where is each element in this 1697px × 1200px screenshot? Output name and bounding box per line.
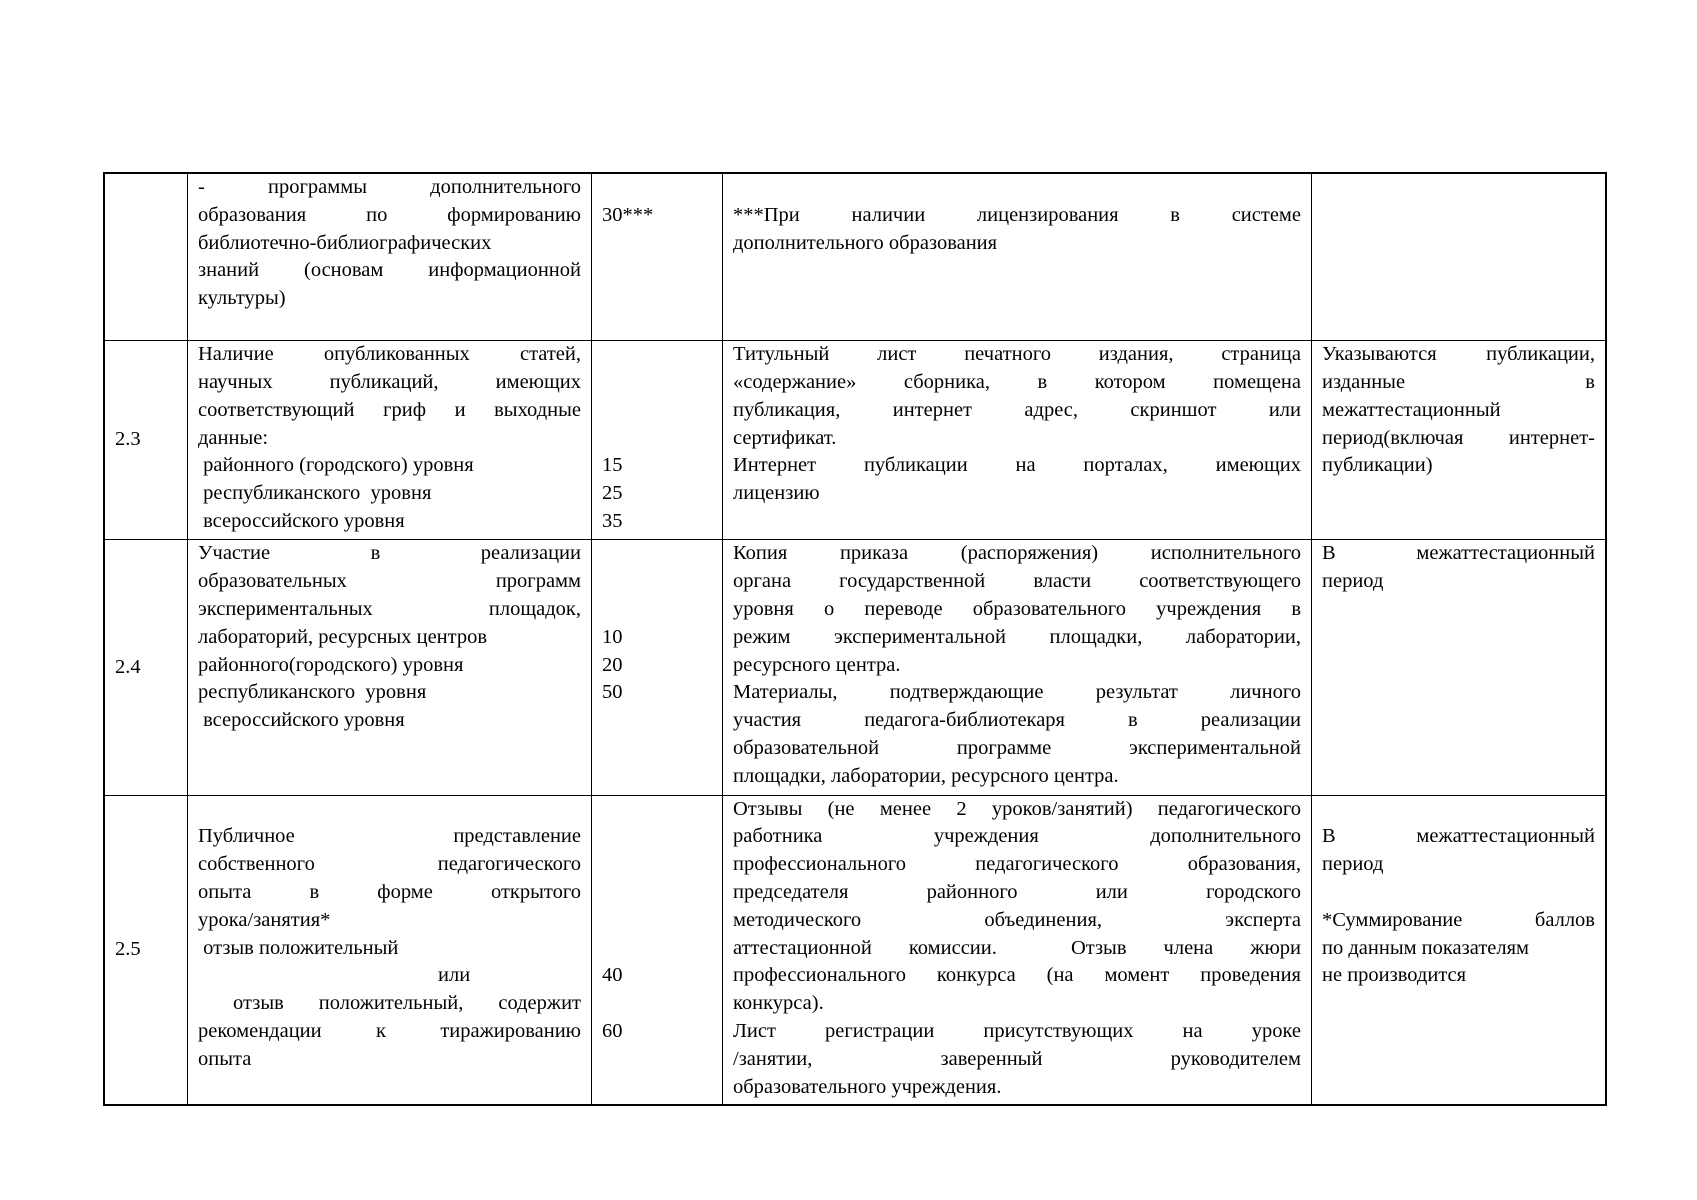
note-cell <box>1312 341 1607 540</box>
text-line: урока/занятия* <box>198 908 331 931</box>
points-value <box>602 990 712 1018</box>
text-line: уровня о переводе образовательного учреждения в <box>733 597 1301 620</box>
points-value: 10 <box>602 625 623 648</box>
text-line: не производится <box>1322 964 1467 987</box>
table-row <box>104 540 1606 795</box>
table-row <box>104 341 1606 540</box>
text-line: В межаттестационный <box>1322 542 1595 565</box>
text-line: Материалы, подтверждающие результат личного <box>733 681 1301 704</box>
text-line: период <box>1322 570 1384 593</box>
points-value <box>602 823 712 851</box>
text-line: Копия приказа (распоряжения) исполнительного <box>733 542 1301 565</box>
points-value: 25 <box>602 482 623 505</box>
text-line: рекомендации к тиражированию <box>198 1020 581 1043</box>
text-line: районного (городского) уровня <box>198 454 474 477</box>
points-value <box>602 907 712 935</box>
text-line: период(включая интернет- <box>1322 426 1595 449</box>
text-line: публикация, интернет адрес, скриншот или <box>733 398 1301 421</box>
text-line: Интернет публикации на порталах, имеющих <box>733 454 1301 477</box>
note-cell <box>1312 540 1607 795</box>
text-line: отзыв положительный <box>198 936 399 959</box>
text-line <box>1322 796 1595 824</box>
points-value <box>602 425 712 453</box>
text-line: данные: <box>198 426 269 449</box>
text-line: лицензию <box>733 482 820 505</box>
text-line: или <box>438 964 471 987</box>
points-value <box>602 397 712 425</box>
text-line <box>1322 879 1595 907</box>
table-row <box>104 173 1606 341</box>
documents-cell <box>723 173 1312 341</box>
points-value: 60 <box>602 1020 623 1043</box>
text-line: *Суммирование баллов <box>1322 908 1595 931</box>
row-number: 2.4 <box>104 540 188 795</box>
text-line: методического объединения, эксперта <box>733 908 1301 931</box>
text-line: - программы дополнительного <box>198 176 581 198</box>
indicator-cell <box>188 540 592 795</box>
text-line: /занятии, заверенный руководителем <box>733 1047 1301 1070</box>
text-line: период <box>1322 853 1384 876</box>
text-line: республиканского уровня <box>198 482 432 505</box>
points-value <box>602 596 712 624</box>
text-line: площадки, лаборатории, ресурсного центра. <box>733 764 1119 787</box>
table-row <box>104 795 1606 1105</box>
text-line <box>733 174 1301 202</box>
text-line: работника учреждения дополнительного <box>733 825 1301 848</box>
text-line: образовательного учреждения. <box>733 1075 1002 1098</box>
row-number: 2.5 <box>104 795 188 1105</box>
points-value <box>602 796 712 824</box>
text-line: председателя районного или городского <box>733 881 1301 904</box>
text-line <box>198 796 581 824</box>
text-line: аттестационной комиссии. Отзыв члена жюри <box>733 936 1301 959</box>
indicator-cell <box>188 795 592 1105</box>
text-line: всероссийского уровня <box>198 509 405 532</box>
text-line: конкурса). <box>733 992 824 1015</box>
points-value <box>602 851 712 879</box>
points-value <box>602 369 712 397</box>
points-value: 15 <box>602 454 623 477</box>
text-line: соответствующий гриф и выходные <box>198 398 581 421</box>
text-line: отзыв положительный, содержит <box>198 992 581 1015</box>
points-value: 30*** <box>602 203 654 226</box>
text-line: публикации) <box>1322 454 1433 477</box>
text-line: изданные в <box>1322 370 1595 393</box>
documents-cell <box>723 795 1312 1105</box>
text-line: межаттестационный <box>1322 398 1501 421</box>
points-cell <box>592 540 723 795</box>
points-value <box>602 540 712 568</box>
points-cell <box>592 341 723 540</box>
text-line: профессионального конкурса (на момент проведения <box>733 964 1301 987</box>
text-line: Наличие опубликованных статей, <box>198 343 581 366</box>
text-line: образовательной программе экспериментальной <box>733 736 1301 759</box>
text-line: ресурсного центра. <box>733 653 901 676</box>
documents-cell <box>723 540 1312 795</box>
points-cell <box>592 795 723 1105</box>
note-cell <box>1312 173 1607 341</box>
points-value <box>602 341 712 369</box>
text-line: режим экспериментальной площадки, лаборатории, <box>733 625 1301 648</box>
points-value: 20 <box>602 653 623 676</box>
text-line: лабораторий, ресурсных центров <box>198 625 488 648</box>
text-line: культуры) <box>198 287 286 310</box>
text-line: знаний (основам информационной <box>198 259 581 282</box>
points-value <box>602 935 712 963</box>
text-line: В межаттестационный <box>1322 825 1595 848</box>
text-line: экспериментальных площадок, <box>198 597 581 620</box>
points-value: 40 <box>602 964 623 987</box>
text-line: Лист регистрации присутствующих на уроке <box>733 1020 1301 1043</box>
text-line: районного(городского) уровня <box>198 653 464 676</box>
text-line: дополнительного образования <box>733 231 998 254</box>
indicator-cell <box>188 173 592 341</box>
text-line: образования по формированию <box>198 203 581 226</box>
text-line: участия педагога-библиотекаря в реализации <box>733 709 1301 732</box>
points-value <box>602 568 712 596</box>
text-line: сертификат. <box>733 426 837 449</box>
criteria-table-body <box>104 173 1606 1105</box>
text-line: Публичное представление <box>198 825 581 848</box>
points-value: 35 <box>602 509 623 532</box>
row-number: 2.3 <box>104 341 188 540</box>
text-line: органа государственной власти соответствующего <box>733 570 1301 593</box>
text-line: Участие в реализации <box>198 542 581 565</box>
note-cell <box>1312 795 1607 1105</box>
text-line: республиканского уровня <box>198 681 427 704</box>
text-line: собственного педагогического <box>198 853 581 876</box>
points-value <box>602 879 712 907</box>
text-line: профессионального педагогического образования, <box>733 853 1301 876</box>
text-line: ***При наличии лицензирования в системе <box>733 203 1301 226</box>
text-line: «содержание» сборника, в котором помещена <box>733 370 1301 393</box>
row-number <box>104 173 188 341</box>
points-value: 50 <box>602 681 623 704</box>
text-line: всероссийского уровня <box>198 709 405 732</box>
text-line: библиотечно-библиографических <box>198 231 492 254</box>
text-line: по данным показателям <box>1322 936 1530 959</box>
points-cell <box>592 173 723 341</box>
text-line: образовательных программ <box>198 570 581 593</box>
points-value <box>602 174 712 202</box>
text-line: Титульный лист печатного издания, страница <box>733 343 1301 366</box>
text-line: Указываются публикации, <box>1322 343 1595 366</box>
text-line: научных публикаций, имеющих <box>198 370 581 393</box>
text-line: Отзывы (не менее 2 уроков/занятий) педагогического <box>733 797 1301 820</box>
text-line: опыта в форме открытого <box>198 881 581 904</box>
text-line: опыта <box>198 1047 252 1070</box>
indicator-cell <box>188 341 592 540</box>
criteria-table <box>103 172 1607 1106</box>
documents-cell <box>723 341 1312 540</box>
